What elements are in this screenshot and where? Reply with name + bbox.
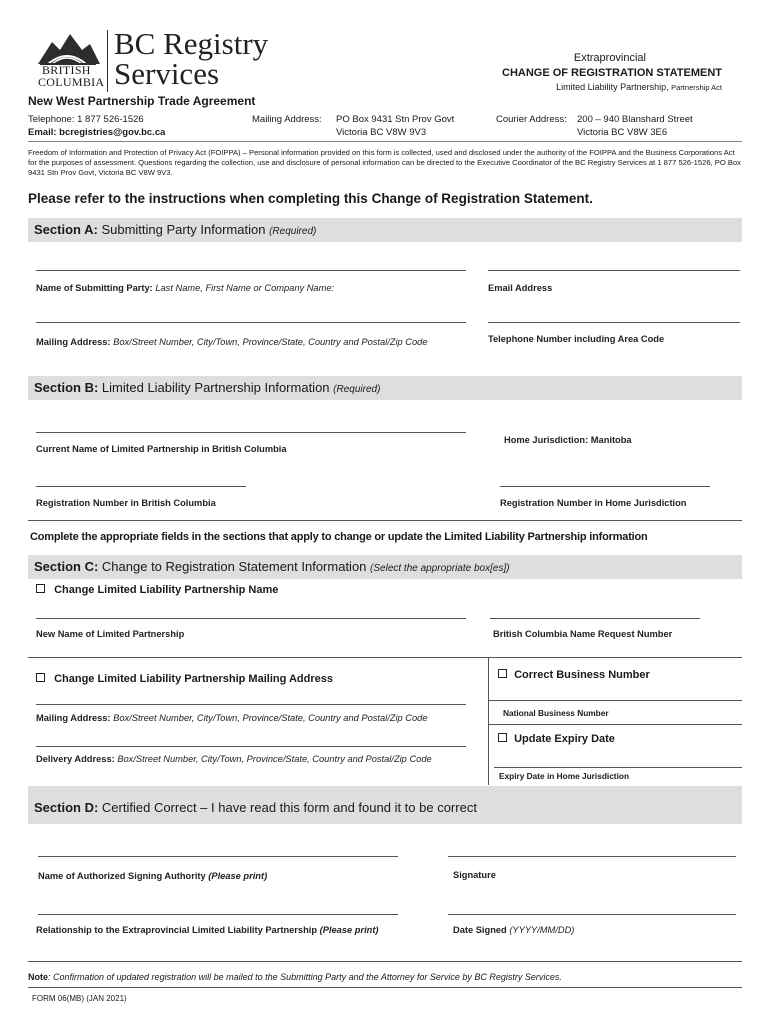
update-expiry-checkbox[interactable] xyxy=(498,733,507,742)
national-bn-field[interactable] xyxy=(488,724,742,725)
form-act: Partnership Act xyxy=(671,83,722,92)
reg-number-bc-field[interactable] xyxy=(36,486,246,487)
section-c-label: Section C: xyxy=(34,559,99,574)
signature-field[interactable] xyxy=(448,856,736,857)
email: Email: bcregistries@gov.bc.ca xyxy=(28,127,166,138)
header-rule xyxy=(28,141,742,142)
signature-label: Signature xyxy=(453,870,496,880)
change-mailing-option[interactable] xyxy=(36,673,333,685)
date-signed-label-text: Date Signed xyxy=(453,925,507,935)
delivery-address-field[interactable] xyxy=(36,746,466,747)
authority-name-field[interactable] xyxy=(38,856,398,857)
section-a-label: Section A: xyxy=(34,222,98,237)
email-field[interactable] xyxy=(488,270,740,271)
submitting-name-hint: Last Name, First Name or Company Name: xyxy=(155,283,335,293)
section-a-header xyxy=(28,218,742,242)
bc-logo xyxy=(30,26,104,66)
section-b-rule xyxy=(28,520,742,521)
change-name-checkbox[interactable] xyxy=(36,584,45,593)
form-type: Extraprovincial xyxy=(573,52,646,64)
relationship-field[interactable] xyxy=(38,914,398,915)
correct-bn-checkbox[interactable] xyxy=(498,669,507,678)
new-name-label: New Name of Limited Partnership xyxy=(36,629,185,639)
section-b-header xyxy=(28,376,742,400)
province-name: BRITISH COLUMBIA xyxy=(38,63,105,89)
section-b-title: Limited Liability Partnership Information xyxy=(101,380,330,395)
form-subtitle-text: Limited Liability Partnership, xyxy=(556,82,669,92)
mailing-address-hint: Box/Street Number, City/Town, Province/State, Country and Postal/Zip Code xyxy=(113,713,428,723)
form-subtitle xyxy=(556,82,722,92)
section-d-label: Section D: xyxy=(34,800,99,815)
section-a-title: Submitting Party Information xyxy=(101,222,266,237)
section-c-rule xyxy=(28,657,742,658)
section-b-required: (Required) xyxy=(333,384,381,395)
national-bn-label: National Business Number xyxy=(503,708,609,718)
footer-note xyxy=(28,972,562,982)
logo-divider xyxy=(107,30,108,92)
complete-note: Complete the appropriate fields in the sections that apply to change or update the Limited Liability Partnership information xyxy=(30,531,648,543)
correct-bn-label: Correct Business Number xyxy=(514,669,650,681)
section-c-divider xyxy=(488,657,489,785)
name-request-field[interactable] xyxy=(490,618,700,619)
delivery-address-label-text: Delivery Address: xyxy=(36,754,115,764)
registry-subtitle: Services xyxy=(114,56,220,91)
correct-bn-option[interactable] xyxy=(498,669,650,681)
relationship-label-text: Relationship to the Extraprovincial Limited Liability Partnership xyxy=(36,925,318,935)
update-expiry-label: Update Expiry Date xyxy=(514,733,615,745)
telephone-label: Telephone Number including Area Code xyxy=(488,334,665,344)
footer-bottom-rule xyxy=(28,987,742,988)
mailing-address-field[interactable] xyxy=(36,704,466,705)
change-name-option[interactable] xyxy=(36,584,278,596)
relationship-hint: (Please print) xyxy=(319,925,379,935)
mailing-label: Mailing Address: xyxy=(252,114,322,125)
note-label: Note xyxy=(28,972,48,982)
relationship-label xyxy=(36,925,379,935)
instructions: Please refer to the instructions when completing this Change of Registration Statement. xyxy=(28,191,593,206)
expiry-date-field[interactable] xyxy=(494,767,742,768)
bc-sun-mountain-icon xyxy=(30,26,104,66)
footer-rule xyxy=(28,961,742,962)
mailing-address-label xyxy=(36,713,428,723)
date-signed-label xyxy=(453,925,574,935)
update-expiry-option[interactable] xyxy=(498,733,615,745)
reg-number-bc-label: Registration Number in British Columbia xyxy=(36,498,216,508)
new-name-field[interactable] xyxy=(36,618,466,619)
submitting-name-label xyxy=(36,283,334,293)
agreement-title: New West Partnership Trade Agreement xyxy=(28,94,256,108)
form-title: CHANGE OF REGISTRATION STATEMENT xyxy=(502,67,722,79)
section-c-required: (Select the appropriate box[es]) xyxy=(370,563,510,574)
current-name-field[interactable] xyxy=(36,432,466,433)
section-d-header xyxy=(28,786,742,824)
change-mailing-checkbox[interactable] xyxy=(36,673,45,682)
mailing-line1: PO Box 9431 Stn Prov Govt xyxy=(336,114,455,125)
mailing-line2: Victoria BC V8W 9V3 xyxy=(336,127,427,138)
section-a-required: (Required) xyxy=(269,226,317,237)
submitting-mailing-label-text: Mailing Address: xyxy=(36,337,111,347)
home-jurisdiction: Home Jurisdiction: Manitoba xyxy=(504,435,632,445)
authority-name-hint: (Please print) xyxy=(208,871,268,881)
form-code: FORM 06(MB) (JAN 2021) xyxy=(32,994,127,1003)
note-text: : Confirmation of updated registration will be mailed to the Submitting Party and the Attorney for Service by BC Registry Services. xyxy=(48,972,562,982)
section-b-label: Section B: xyxy=(34,380,99,395)
courier-label: Courier Address: xyxy=(496,114,567,125)
submitting-mailing-field[interactable] xyxy=(36,322,466,323)
telephone: Telephone: 1 877 526-1526 xyxy=(28,114,144,125)
courier-line1: 200 – 940 Blanshard Street xyxy=(577,114,693,125)
section-c-title: Change to Registration Statement Information xyxy=(101,559,367,574)
reg-number-home-label: Registration Number in Home Jurisdiction xyxy=(500,498,687,508)
delivery-address-label xyxy=(36,754,432,764)
authority-name-label-text: Name of Authorized Signing Authority xyxy=(38,871,206,881)
name-request-label: British Columbia Name Request Number xyxy=(493,629,673,639)
email-label: Email Address xyxy=(488,283,553,293)
change-name-label: Change Limited Liability Partnership Name xyxy=(54,584,279,596)
mailing-address-label-text: Mailing Address: xyxy=(36,713,111,723)
submitting-name-field[interactable] xyxy=(36,270,466,271)
submitting-mailing-hint: Box/Street Number, City/Town, Province/State, Country and Postal/Zip Code xyxy=(113,337,428,347)
submitting-name-label-text: Name of Submitting Party: xyxy=(36,283,153,293)
national-bn-top-rule xyxy=(488,700,742,701)
telephone-field[interactable] xyxy=(488,322,740,323)
courier-line2: Victoria BC V8W 3E6 xyxy=(577,127,668,138)
authority-name-label xyxy=(38,871,267,881)
date-signed-field[interactable] xyxy=(448,914,736,915)
current-name-label: Current Name of Limited Partnership in British Columbia xyxy=(36,444,287,454)
date-signed-hint: (YYYY/MM/DD) xyxy=(509,925,575,935)
change-mailing-label: Change Limited Liability Partnership Mailing Address xyxy=(54,673,333,685)
section-d-title: Certified Correct – I have read this form and found it to be correct xyxy=(101,800,477,815)
expiry-home-label: Expiry Date in Home Jurisdiction xyxy=(499,771,630,781)
section-c-header xyxy=(28,555,742,579)
delivery-address-hint: Box/Street Number, City/Town, Province/State, Country and Postal/Zip Code xyxy=(117,754,432,764)
foippa-notice: Freedom of Information and Protection of Privacy Act (FOIPPA) – Personal information provided on this form is collected, used and disclosed under the authority of the FOIPPA and the Business Corporations Act for the purposes of assessment. Questions regarding the collection, use and disclosure of personal information can be directed to the Executive Coordinator of the BC Registry Services at 1 877 526-1526, PO Box 9431 Stn Prov Govt, Victoria BC V8W 9V3. xyxy=(28,148,741,177)
registry-title: BC Registry xyxy=(114,26,269,61)
submitting-mailing-label xyxy=(36,337,428,347)
reg-number-home-field[interactable] xyxy=(500,486,710,487)
